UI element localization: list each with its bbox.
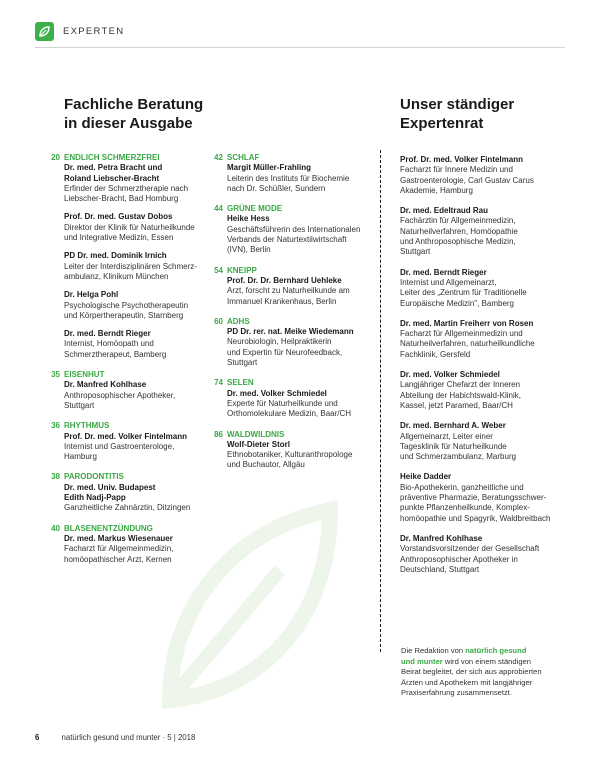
right-heading-line-1: Unser ständiger bbox=[400, 96, 515, 113]
expert-description: Verbands der Naturtextilwirtschaft bbox=[227, 235, 347, 245]
topic-title: ADHS bbox=[227, 316, 250, 326]
expert-description: Experte für Naturheilkunde und bbox=[227, 398, 338, 408]
topic-adhs bbox=[214, 316, 387, 368]
expert-description: Leiter der Interdisziplinären Schmerz- bbox=[64, 261, 197, 271]
topic-title: PARODONTITIS bbox=[64, 472, 124, 482]
expert-entry bbox=[64, 163, 209, 204]
council-description: punkte Pflanzenheilkunde, Komplex- bbox=[400, 503, 530, 513]
topic-page-number: 20 bbox=[51, 153, 60, 162]
note-line-3: Beirat begleitet, der sich aus approbierten bbox=[401, 667, 542, 676]
council-description: Fachklinik, Gersfeld bbox=[400, 349, 471, 359]
expert-description: und Integrative Medizin, Essen bbox=[64, 233, 174, 243]
topic-heading bbox=[51, 370, 209, 380]
council-description: Akademie, Hamburg bbox=[400, 185, 473, 195]
leaf-icon bbox=[38, 25, 51, 38]
expert-entry bbox=[64, 380, 209, 411]
expert-entry bbox=[64, 290, 209, 321]
expert-name: Margit Müller-Frahling bbox=[227, 163, 311, 173]
council-description: Stuttgart bbox=[400, 247, 431, 257]
expert-description: Psychologische Psychotherapeutin bbox=[64, 300, 189, 310]
expert-entry bbox=[64, 329, 209, 360]
topic-page-number: 36 bbox=[51, 421, 60, 431]
council-entry bbox=[400, 319, 570, 360]
council-entry bbox=[400, 206, 570, 257]
expert-entry bbox=[227, 327, 387, 368]
expert-entry bbox=[64, 534, 209, 565]
expert-entry bbox=[64, 483, 209, 514]
council-name: Heike Dadder bbox=[400, 472, 452, 482]
right-heading-line-2: Expertenrat bbox=[400, 115, 484, 132]
council-name: Dr. Manfred Kohlhase bbox=[400, 533, 483, 543]
council-description: und Schmerzambulanz, Marburg bbox=[400, 452, 517, 462]
topic-selen bbox=[214, 378, 387, 419]
topic-title: BLASENENTZÜNDUNG bbox=[64, 523, 153, 533]
expert-entry bbox=[227, 214, 387, 255]
expert-description: Ganzheitliche Zahnärztin, Ditzingen bbox=[64, 503, 191, 513]
expert-description: ambulanz, Klinikum München bbox=[64, 271, 169, 281]
council-description: Abteilung der Habichtswald-Klinik, bbox=[400, 390, 521, 400]
expert-name: Prof. Dr. Dr. Bernhard Uehleke bbox=[227, 275, 342, 285]
topic-title: KNEIPP bbox=[227, 265, 257, 275]
topic-heading bbox=[214, 153, 387, 163]
expert-name: Edith Nadj-Papp bbox=[64, 493, 126, 503]
expert-description: und Körpertherapeutin, Starnberg bbox=[64, 310, 184, 320]
expert-name: Dr. med. Univ. Budapest bbox=[64, 482, 156, 492]
expert-description: Internist und Gastroenterologe, bbox=[64, 441, 175, 451]
topic-eisenhut bbox=[51, 370, 209, 411]
expert-description: Geschäftsführerin des Internationalen bbox=[227, 224, 361, 234]
expert-description: Hamburg bbox=[64, 452, 97, 462]
council-description: homöopathie und Spagyrik, Waldbreitbach bbox=[400, 513, 551, 523]
topic-rhythmus bbox=[51, 421, 209, 462]
expert-description: Schmerztherapeut, Bamberg bbox=[64, 349, 167, 359]
expert-name: Heike Hess bbox=[227, 214, 270, 224]
expert-description: Orthomolekulare Medizin, Baar/CH bbox=[227, 409, 352, 419]
topic-heading bbox=[214, 429, 387, 440]
topic-title: EISENHUT bbox=[64, 370, 105, 380]
note-pre: Die Redaktion von bbox=[401, 646, 466, 655]
council-description: Leiter des „Zentrum für Traditionelle bbox=[400, 288, 527, 298]
expert-name: Prof. Dr. med. Gustav Dobos bbox=[64, 212, 173, 222]
topic-heading bbox=[214, 265, 387, 276]
expert-description: Leiterin des Instituts für Biochemie bbox=[227, 173, 350, 183]
expert-description: Liebscher-Bracht, Bad Homburg bbox=[64, 194, 179, 204]
topic-page-number: 40 bbox=[51, 523, 60, 533]
topic-heading bbox=[214, 204, 387, 214]
expert-entry bbox=[227, 389, 387, 420]
expert-entry bbox=[64, 212, 209, 243]
expert-entry bbox=[227, 440, 387, 471]
expert-description: homöopathischer Arzt, Kernen bbox=[64, 554, 172, 564]
expert-name: Dr. med. Volker Schmiedel bbox=[227, 388, 327, 398]
expert-council-list bbox=[400, 155, 570, 585]
council-entry bbox=[400, 370, 570, 411]
expert-description: nach Dr. Schüßler, Sundern bbox=[227, 183, 326, 193]
expert-name: Roland Liebscher-Bracht bbox=[64, 173, 160, 183]
topic-heading bbox=[214, 378, 387, 388]
expert-description: Erfinder der Schmerztherapie nach bbox=[64, 183, 189, 193]
council-entry bbox=[400, 155, 570, 196]
topic-blasenentzuendung bbox=[51, 523, 209, 565]
section-label: EXPERTEN bbox=[63, 26, 125, 37]
council-name: Dr. med. Martin Freiherr von Rosen bbox=[400, 318, 534, 328]
council-name: Dr. med. Volker Schmiedel bbox=[400, 370, 500, 380]
topic-gruene-mode bbox=[214, 204, 387, 255]
council-description: Internist und Allgemeinarzt, bbox=[400, 277, 497, 287]
expert-entry bbox=[227, 163, 387, 194]
topic-page-number: 42 bbox=[214, 153, 223, 162]
topic-heading bbox=[51, 472, 209, 482]
topic-heading bbox=[51, 153, 209, 163]
expert-name: Dr. Manfred Kohlhase bbox=[64, 380, 147, 390]
topic-page-number: 54 bbox=[214, 265, 223, 275]
topic-title: ENDLICH SCHMERZFREI bbox=[64, 153, 160, 162]
column-divider bbox=[380, 150, 381, 652]
expert-description: Stuttgart bbox=[64, 400, 95, 410]
topic-kneipp bbox=[214, 265, 387, 307]
topic-title: SCHLAF bbox=[227, 153, 260, 162]
topic-page-number: 86 bbox=[214, 429, 223, 439]
expert-name: Dr. Helga Pohl bbox=[64, 290, 119, 300]
expert-description: Ethnobotaniker, Kulturanthropologe bbox=[227, 450, 353, 460]
topic-heading bbox=[51, 523, 209, 534]
council-description: Anthroposophischer Apotheker in bbox=[400, 554, 518, 564]
note-line-1 bbox=[401, 646, 571, 657]
council-description: Facharzt für Allgemeinmedizin und bbox=[400, 329, 523, 339]
topic-heading bbox=[214, 316, 387, 327]
expert-description: und Buchautor, Allgäu bbox=[227, 460, 305, 470]
council-entry bbox=[400, 421, 570, 462]
council-description: Naturheilverfahren, naturheilkundliche bbox=[400, 339, 535, 349]
council-description: Naturheilverfahren, Homöopathie bbox=[400, 226, 518, 236]
expert-description: und Expertin für Neurofeedback, bbox=[227, 347, 343, 357]
page-number: 6 bbox=[35, 733, 40, 742]
topic-title: RHYTHMUS bbox=[64, 421, 110, 431]
expert-description: Immanuel Krankenhaus, Berlin bbox=[227, 296, 337, 306]
council-description: Facharzt für Innere Medizin und bbox=[400, 165, 513, 175]
council-description: Langjähriger Chefarzt der Inneren bbox=[400, 380, 521, 390]
expert-entry bbox=[64, 432, 209, 463]
council-description: Vorstandsvorsitzender der Gesellschaft bbox=[400, 544, 540, 554]
topic-page-number: 74 bbox=[214, 378, 223, 388]
expert-name: Prof. Dr. med. Volker Fintelmann bbox=[64, 431, 187, 441]
topic-page-number: 44 bbox=[214, 204, 223, 214]
expert-description: (IVN), Berlin bbox=[227, 245, 271, 255]
council-description: Bio-Apothekerin, ganzheitliche und bbox=[400, 482, 524, 492]
topic-page-number: 35 bbox=[51, 370, 60, 380]
topic-title: WALDWILDNIS bbox=[227, 429, 285, 439]
expert-name: Dr. med. Berndt Rieger bbox=[64, 329, 151, 339]
council-name: Dr. med. Edeltraud Rau bbox=[400, 206, 489, 216]
council-name: Prof. Dr. med. Volker Fintelmann bbox=[400, 155, 523, 164]
magazine-logo bbox=[35, 22, 54, 41]
council-description: und Anthroposophische Medizin, bbox=[400, 237, 516, 247]
council-description: präventive Pharmazie, Beratungsschwer- bbox=[400, 493, 547, 503]
topic-endlich-schmerzfrei bbox=[51, 153, 209, 360]
page-footer bbox=[35, 733, 195, 742]
expert-name: Dr. med. Markus Wiesenauer bbox=[64, 533, 173, 543]
topic-schlaf bbox=[214, 153, 387, 194]
expert-name: Wolf-Dieter Storl bbox=[227, 439, 290, 449]
note-line-2 bbox=[401, 657, 571, 668]
note-line-4: Ärzten und Apothekern mit langjähriger bbox=[401, 677, 533, 687]
expert-name: Dr. med. Petra Bracht und bbox=[64, 163, 163, 173]
council-description: Deutschland, Stuttgart bbox=[400, 564, 480, 574]
topic-parodontitis bbox=[51, 472, 209, 513]
publication-info: natürlich gesund und munter · 5 | 2018 bbox=[61, 733, 196, 742]
topic-title: SELEN bbox=[227, 378, 254, 388]
council-description: Gastroenterologie, Carl Gustav Carus bbox=[400, 175, 534, 185]
council-entry bbox=[400, 534, 570, 575]
topics-column-left bbox=[51, 153, 209, 575]
left-heading-line-2: in dieser Ausgabe bbox=[64, 115, 193, 132]
note-highlight-1: natürlich gesund bbox=[465, 646, 527, 655]
council-description: Allgemeinarzt, Leiter einer bbox=[400, 431, 493, 441]
left-heading bbox=[64, 95, 203, 133]
expert-description: Neurobiologin, Heilpraktikerin bbox=[227, 337, 332, 347]
right-heading bbox=[400, 95, 514, 133]
expert-description: Arzt, forscht zu Naturheilkunde am bbox=[227, 286, 350, 296]
expert-description: Internist, Homöopath und bbox=[64, 339, 154, 349]
topic-page-number: 60 bbox=[214, 316, 223, 326]
expert-entry bbox=[64, 251, 209, 282]
note-post: wird von einem ständigen bbox=[442, 656, 531, 666]
council-description: Kassel, jetzt Paramed, Baar/CH bbox=[400, 400, 513, 410]
council-description: Tagesklinik für Naturheilkunde bbox=[400, 441, 507, 451]
editorial-note bbox=[401, 646, 571, 699]
left-heading-line-1: Fachliche Beratung bbox=[64, 96, 204, 113]
topic-waldwildnis bbox=[214, 429, 387, 471]
note-highlight-2: und munter bbox=[401, 656, 443, 666]
note-line-5: Praxiserfahrung zusammensetzt. bbox=[401, 688, 512, 697]
council-name: Dr. med. Bernhard A. Weber bbox=[400, 421, 506, 431]
topic-title: GRÜNE MODE bbox=[227, 204, 283, 214]
expert-description: Facharzt für Allgemeinmedizin, bbox=[64, 544, 174, 554]
council-entry bbox=[400, 472, 570, 523]
expert-description: Anthroposophischer Apotheker, bbox=[64, 390, 176, 400]
header-rule bbox=[35, 47, 565, 48]
expert-description: Direktor der Klinik für Naturheilkunde bbox=[64, 222, 195, 232]
council-description: Fachärztin für Allgemeinmedizin, bbox=[400, 216, 516, 226]
council-entry bbox=[400, 268, 570, 309]
council-description: Europäische Medizin", Bamberg bbox=[400, 298, 515, 308]
council-name: Dr. med. Berndt Rieger bbox=[400, 267, 487, 277]
topic-heading bbox=[51, 421, 209, 431]
topic-page-number: 38 bbox=[51, 472, 60, 482]
expert-name: PD Dr. med. Dominik Irnich bbox=[64, 251, 167, 261]
expert-name: PD Dr. rer. nat. Meike Wiedemann bbox=[227, 327, 354, 337]
topics-column-middle bbox=[214, 153, 387, 481]
expert-description: Stuttgart bbox=[227, 358, 258, 368]
expert-entry bbox=[227, 276, 387, 307]
